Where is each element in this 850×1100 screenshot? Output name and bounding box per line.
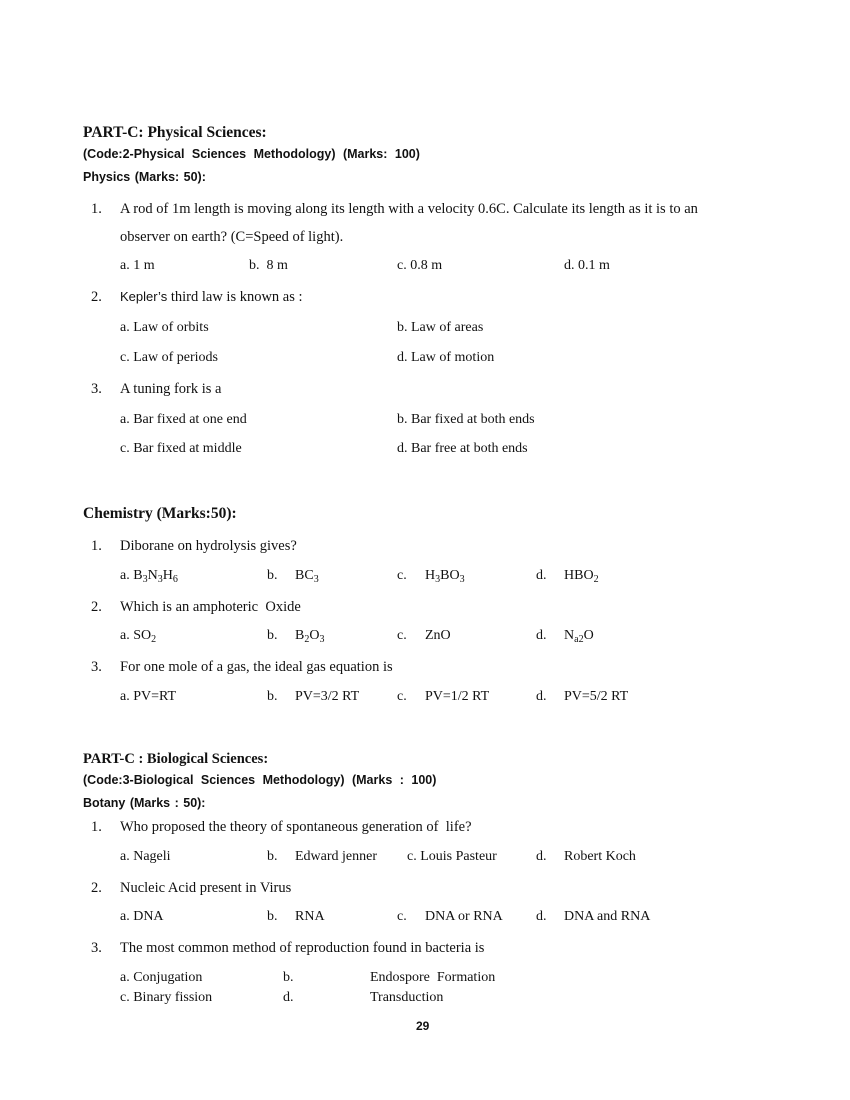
option-a: a. 1 m [120, 258, 155, 273]
option-d-label: d. [536, 849, 547, 864]
option-c: ZnO [425, 628, 451, 643]
option-c-label: c. [397, 628, 407, 643]
option-c-label: c. [397, 689, 407, 704]
option-b: b. 8 m [249, 258, 288, 273]
option-d: DNA and RNA [564, 909, 651, 924]
option-d: d. Law of motion [397, 350, 495, 365]
option-b [295, 568, 319, 584]
option-c: c. Bar fixed at middle [120, 441, 242, 456]
option-c: c. Law of periods [120, 350, 218, 365]
formula-part: HBO [564, 568, 594, 583]
option-d: d. Bar free at both ends [397, 441, 528, 456]
formula-part: BO [440, 568, 460, 583]
question-number: 3. [91, 659, 102, 675]
question-text: A tuning fork is a [120, 381, 222, 397]
option-b-label: b. [267, 568, 278, 583]
option-d-label: d. [283, 990, 294, 1005]
subscript: 2 [593, 574, 599, 585]
option-c-label: c. [397, 568, 407, 583]
option-c: PV=1/2 RT [425, 689, 490, 704]
question-number: 2. [91, 599, 102, 615]
subscript: a2 [574, 634, 584, 645]
biological-sciences-code-line: (Code:3-Biological Sciences Methodology) (Marks : 100) [83, 773, 437, 787]
question-text-continued: observer on earth? (C=Speed of light). [120, 229, 344, 245]
option-d: Robert Koch [564, 849, 636, 864]
option-c-label: c. [397, 909, 407, 924]
formula-part: O [583, 628, 594, 643]
option-b-label: b. [267, 849, 278, 864]
option-c: c. Binary fission [120, 990, 213, 1005]
option-b: RNA [295, 909, 325, 924]
page-number: 29 [416, 1019, 430, 1033]
option-d: d. 0.1 m [564, 258, 610, 273]
option-a [120, 568, 178, 584]
question-text: Who proposed the theory of spontaneous generation of life? [120, 819, 472, 835]
option-d [564, 628, 594, 644]
formula-part: H [162, 568, 173, 583]
option-a: a. Nageli [120, 849, 171, 864]
option-a [120, 628, 156, 644]
option-a: a. PV=RT [120, 689, 177, 704]
question-number: 3. [91, 940, 102, 956]
option-d [564, 568, 599, 584]
subscript: 6 [172, 574, 178, 585]
option-d: Transduction [370, 990, 444, 1005]
formula-part: SO [133, 628, 152, 643]
question-text: Diborane on hydrolysis gives? [120, 538, 297, 554]
option-label: a. [120, 628, 130, 643]
question-number: 1. [91, 819, 102, 835]
option-d-label: d. [536, 568, 547, 583]
physical-sciences-code-line: (Code:2-Physical Sciences Methodology) (Marks: 100) [83, 147, 420, 161]
option-b: Edward jenner [295, 849, 378, 864]
formula-part: O [309, 628, 320, 643]
question-text: For one mole of a gas, the ideal gas equation is [120, 659, 393, 675]
option-b: PV=3/2 RT [295, 689, 360, 704]
physics-marks-heading: Physics (Marks: 50): [83, 170, 206, 184]
subscript: 3 [313, 574, 319, 585]
question-text: Nucleic Acid present in Virus [120, 880, 292, 896]
option-b [295, 628, 324, 644]
subscript: 3 [157, 574, 163, 585]
option-d: PV=5/2 RT [564, 689, 629, 704]
botany-marks-heading: Botany (Marks : 50): [83, 796, 206, 810]
option-b: Endospore Formation [370, 970, 496, 985]
option-b: b. Bar fixed at both ends [397, 412, 535, 427]
formula-part: N [564, 628, 575, 643]
formula-part: B [133, 568, 143, 583]
question-number: 3. [91, 381, 102, 397]
option-d-label: d. [536, 909, 547, 924]
section-heading-chemistry: Chemistry (Marks:50): [83, 505, 237, 522]
question-text: Which is an amphoteric Oxide [120, 599, 301, 615]
kepler-name: Kepler’s [120, 289, 168, 304]
option-a: a. DNA [120, 909, 164, 924]
section-heading-biological-sciences: PART-C : Biological Sciences: [83, 751, 269, 767]
subscript: 2 [151, 634, 157, 645]
option-c: c. Louis Pasteur [407, 849, 497, 864]
formula-part: H [425, 568, 436, 583]
option-d-label: d. [536, 689, 547, 704]
option-d-label: d. [536, 628, 547, 643]
question-text [120, 289, 303, 306]
question-text-rest: third law is known as : [167, 289, 303, 305]
formula-part: B [295, 628, 305, 643]
option-a: a. Conjugation [120, 970, 203, 985]
option-c: DNA or RNA [425, 909, 503, 924]
option-b-label: b. [267, 689, 278, 704]
option-a: a. Bar fixed at one end [120, 412, 247, 427]
option-b-label: b. [267, 628, 278, 643]
option-a: a. Law of orbits [120, 320, 209, 335]
option-label: a. [120, 568, 130, 583]
option-c: c. 0.8 m [397, 258, 443, 273]
subscript: 3 [319, 634, 325, 645]
section-heading-physical-sciences: PART-C: Physical Sciences: [83, 124, 267, 141]
subscript: 3 [459, 574, 465, 585]
option-b-label: b. [283, 970, 294, 985]
option-b: b. Law of areas [397, 320, 484, 335]
subscript: 2 [304, 634, 310, 645]
question-text: The most common method of reproduction found in bacteria is [120, 940, 485, 956]
question-number: 1. [91, 201, 102, 217]
formula-part: BC [295, 568, 314, 583]
subscript: 3 [435, 574, 441, 585]
subscript: 3 [142, 574, 148, 585]
option-b-label: b. [267, 909, 278, 924]
question-number: 2. [91, 880, 102, 896]
formula-part: N [147, 568, 158, 583]
option-c [425, 568, 465, 584]
question-number: 1. [91, 538, 102, 554]
question-number: 2. [91, 289, 102, 305]
question-text: A rod of 1m length is moving along its length with a velocity 0.6C. Calculate its length as it is to an [120, 201, 698, 217]
